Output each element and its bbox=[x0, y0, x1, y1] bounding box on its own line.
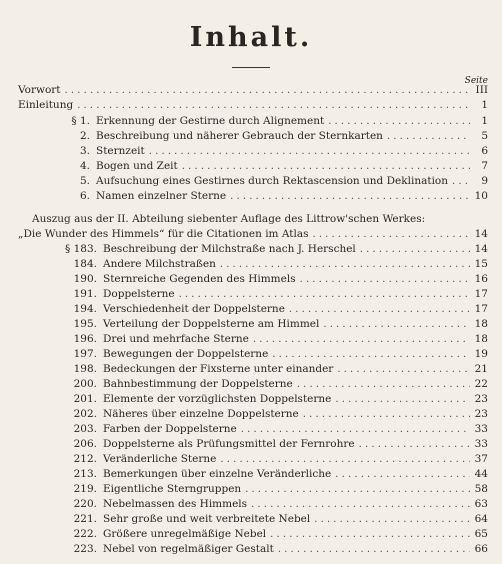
toc-entry bbox=[40, 115, 488, 130]
section-number: 206. bbox=[73, 438, 97, 450]
leader-dots bbox=[310, 514, 470, 525]
toc-entry bbox=[40, 348, 488, 363]
entry-page: 18 bbox=[474, 318, 488, 330]
leader-dots bbox=[241, 484, 470, 495]
entry-page: 16 bbox=[474, 273, 488, 285]
entry-text: Andere Milchstraßen bbox=[103, 258, 216, 270]
entry-text: Bogen und Zeit bbox=[96, 160, 178, 172]
entry-page: 5 bbox=[481, 130, 488, 142]
entry-text: Nebel von regelmäßiger Gestalt bbox=[103, 543, 274, 555]
toc-entry bbox=[40, 258, 488, 273]
entry-page: 1 bbox=[481, 115, 488, 127]
section-number: 197. bbox=[73, 348, 97, 360]
section-number: 220. bbox=[73, 498, 97, 510]
entry-page: 21 bbox=[474, 363, 488, 375]
entry-page: 6 bbox=[481, 145, 488, 157]
entry-text: Doppelsterne bbox=[103, 288, 175, 300]
leader-dots bbox=[299, 409, 470, 420]
section-number: 191. bbox=[73, 288, 97, 300]
leader-dots bbox=[355, 439, 470, 450]
section-number: 190. bbox=[73, 273, 97, 285]
entry-text: Drei und mehrfache Sterne bbox=[103, 333, 249, 345]
leader-dots bbox=[319, 319, 470, 330]
section-number: 184. bbox=[73, 258, 97, 270]
entry-page: 33 bbox=[474, 423, 488, 435]
toc-entry bbox=[40, 408, 488, 423]
toc-entry bbox=[40, 528, 488, 543]
section-number: 222. bbox=[73, 528, 97, 540]
excerpt-entry bbox=[18, 228, 488, 243]
toc-entry bbox=[40, 160, 488, 175]
entry-text: Verteilung der Doppelsterne am Himmel bbox=[103, 318, 320, 330]
section-number: 202. bbox=[73, 408, 97, 420]
leader-dots bbox=[274, 544, 470, 555]
entry-page: 14 bbox=[474, 228, 488, 240]
page-title: Inhalt. bbox=[189, 22, 313, 53]
toc-entry bbox=[40, 243, 488, 258]
section-number: § 1. bbox=[71, 115, 90, 127]
toc-entry bbox=[40, 483, 488, 498]
title-rule bbox=[232, 67, 270, 68]
entry-text: Sternzeit bbox=[96, 145, 145, 157]
entry-text: Nebelmassen des Himmels bbox=[103, 498, 248, 510]
toc-entry bbox=[40, 498, 488, 513]
toc-entry bbox=[40, 318, 488, 333]
entry-page: 44 bbox=[474, 468, 488, 480]
leader-dots bbox=[331, 394, 470, 405]
entry-page: 63 bbox=[474, 498, 488, 510]
leader-dots bbox=[383, 131, 470, 142]
entry-page: 23 bbox=[474, 393, 488, 405]
entry-text: Verschiedenheit der Doppelsterne bbox=[103, 303, 285, 315]
toc-entry bbox=[40, 288, 488, 303]
section-number: 203. bbox=[73, 423, 97, 435]
entry-page: 15 bbox=[474, 258, 488, 270]
toc-entry bbox=[40, 333, 488, 348]
leader-dots bbox=[324, 116, 470, 127]
toc-entry bbox=[40, 378, 488, 393]
entry-page: 33 bbox=[474, 438, 488, 450]
entry-text: Erkennung der Gestirne durch Alignement bbox=[96, 115, 325, 127]
entry-text: Farben der Doppelsterne bbox=[103, 423, 237, 435]
section-number: 196. bbox=[73, 333, 97, 345]
entry-page: 18 bbox=[474, 333, 488, 345]
section-number: 219. bbox=[73, 483, 97, 495]
toc-entry-vorwort bbox=[18, 84, 488, 99]
entry-text: Sternreiche Gegenden des Himmels bbox=[103, 273, 296, 285]
toc-entry bbox=[40, 513, 488, 528]
entry-page: 64 bbox=[474, 513, 488, 525]
toc-entry bbox=[40, 453, 488, 468]
section-number: 4. bbox=[79, 160, 90, 172]
leader-dots bbox=[216, 454, 470, 465]
entry-page: 37 bbox=[474, 453, 488, 465]
toc-entry bbox=[40, 438, 488, 453]
toc-entry bbox=[40, 543, 488, 558]
leader-dots bbox=[293, 379, 470, 390]
section-number: 201. bbox=[73, 393, 97, 405]
entry-text: Größere unregelmäßige Nebel bbox=[103, 528, 267, 540]
leader-dots bbox=[73, 100, 470, 111]
entry-page: 10 bbox=[474, 190, 488, 202]
leader-dots bbox=[266, 529, 470, 540]
entry-text: Beschreibung der Milchstraße nach J. Herschel bbox=[103, 243, 356, 255]
leader-dots bbox=[61, 85, 470, 96]
section-number: 213. bbox=[73, 468, 97, 480]
leader-dots bbox=[175, 289, 470, 300]
entry-page: 23 bbox=[474, 408, 488, 420]
section-number: 6. bbox=[79, 190, 90, 202]
entry-page: 22 bbox=[474, 378, 488, 390]
entry-page: 9 bbox=[481, 175, 488, 187]
entry-page: 14 bbox=[474, 243, 488, 255]
entry-page: 65 bbox=[474, 528, 488, 540]
toc-entry-einleitung bbox=[18, 99, 488, 114]
page-column-label: Seite bbox=[464, 76, 488, 86]
toc-entry bbox=[40, 423, 488, 438]
excerpt-heading: Auszug aus der II. Abteilung siebenter Auflage des Littrow'schen Werkes: bbox=[32, 213, 426, 225]
toc-entry bbox=[40, 130, 488, 145]
toc-entry bbox=[40, 468, 488, 483]
leader-dots bbox=[247, 499, 470, 510]
leader-dots bbox=[178, 161, 470, 172]
leader-dots bbox=[249, 334, 470, 345]
leader-dots bbox=[145, 146, 470, 157]
leader-dots bbox=[216, 259, 470, 270]
entry-text: Vorwort bbox=[18, 84, 61, 96]
entry-text: Elemente der vorzüglichsten Doppelsterne bbox=[103, 393, 332, 405]
section-number: 3. bbox=[79, 145, 90, 157]
section-number: 200. bbox=[73, 378, 97, 390]
toc-entry bbox=[40, 303, 488, 318]
section-number: 194. bbox=[73, 303, 97, 315]
toc-entry bbox=[40, 393, 488, 408]
entry-text: Bedeckungen der Fixsterne unter einander bbox=[103, 363, 334, 375]
entry-text: Eigentliche Sterngruppen bbox=[103, 483, 242, 495]
toc-entry bbox=[40, 175, 488, 190]
entry-text: Aufsuchung eines Gestirnes durch Rektascension und Deklination bbox=[96, 175, 449, 187]
entry-page: III bbox=[475, 84, 488, 96]
entry-text: Näheres über einzelne Doppelsterne bbox=[103, 408, 299, 420]
toc-entry bbox=[40, 363, 488, 378]
section-number: 212. bbox=[73, 453, 97, 465]
leader-dots bbox=[285, 304, 470, 315]
entry-text: Einleitung bbox=[18, 99, 74, 111]
section-number: 223. bbox=[73, 543, 97, 555]
entry-text: Sehr große und weit verbreitete Nebel bbox=[103, 513, 311, 525]
entry-text: Doppelsterne als Prüfungsmittel der Fernrohre bbox=[103, 438, 355, 450]
section-number: 195. bbox=[73, 318, 97, 330]
entry-page: 66 bbox=[474, 543, 488, 555]
section-number: 2. bbox=[79, 130, 90, 142]
section-number: § 183. bbox=[65, 243, 97, 255]
leader-dots bbox=[268, 349, 470, 360]
toc-entry bbox=[40, 145, 488, 160]
entry-page: 58 bbox=[474, 483, 488, 495]
entry-text: Namen einzelner Sterne bbox=[96, 190, 227, 202]
entry-page: 1 bbox=[481, 99, 488, 111]
entry-text: Beschreibung und näherer Gebrauch der Sternkarten bbox=[96, 130, 383, 142]
leader-dots bbox=[226, 191, 470, 202]
section-number: 221. bbox=[73, 513, 97, 525]
leader-dots bbox=[237, 424, 470, 435]
section-number: 5. bbox=[79, 175, 90, 187]
entry-page: 19 bbox=[474, 348, 488, 360]
leader-dots bbox=[308, 229, 470, 240]
entry-page: 17 bbox=[474, 303, 488, 315]
entry-page: 7 bbox=[481, 160, 488, 172]
leader-dots bbox=[331, 469, 470, 480]
entry-text: Veränderliche Sterne bbox=[103, 453, 217, 465]
leader-dots bbox=[448, 176, 470, 187]
toc-entry bbox=[40, 190, 488, 205]
toc-entry bbox=[40, 273, 488, 288]
entry-text: Bewegungen der Doppelsterne bbox=[103, 348, 269, 360]
leader-dots bbox=[356, 244, 470, 255]
entry-text: Bemerkungen über einzelne Veränderliche bbox=[103, 468, 332, 480]
leader-dots bbox=[333, 364, 470, 375]
entry-page: 17 bbox=[474, 288, 488, 300]
entry-text: Bahnbestimmung der Doppelsterne bbox=[103, 378, 293, 390]
section-number: 198. bbox=[73, 363, 97, 375]
leader-dots bbox=[296, 274, 470, 285]
entry-text: „Die Wunder des Himmels“ für die Citationen im Atlas bbox=[18, 228, 309, 240]
